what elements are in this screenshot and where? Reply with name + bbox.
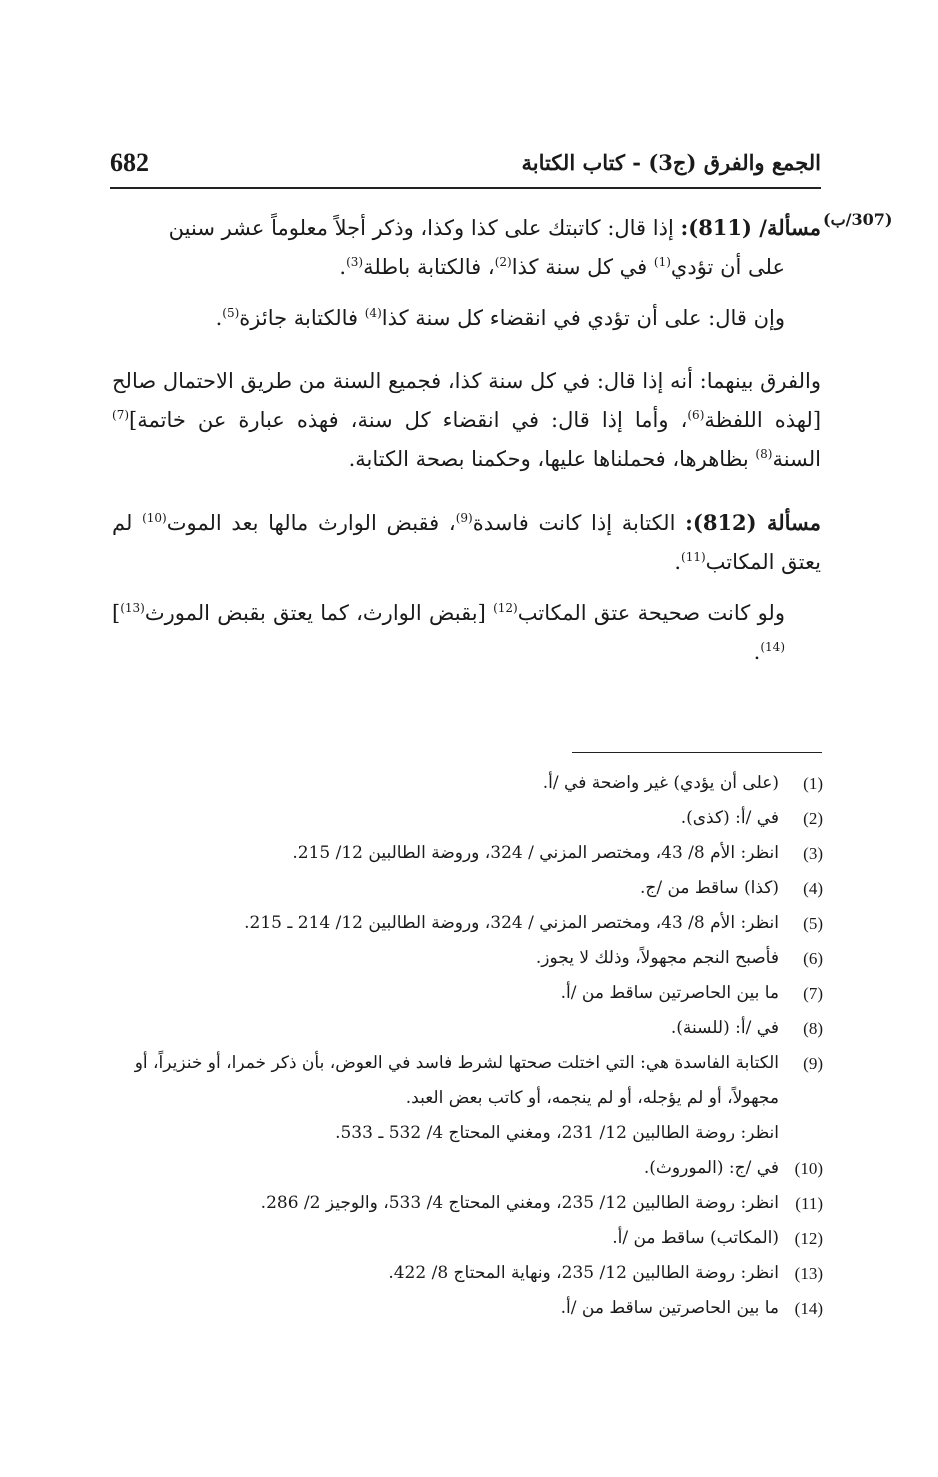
footnote-ref-12[interactable]: (12) [493,601,518,615]
footnote-ref-6[interactable]: (6) [687,408,705,422]
footnote-item: (1) (على أن يؤدي) غير واضحة في /أ. [542,773,823,793]
footnote-item: (5) انظر: الأم 8/ 43، ومختصر المزني / 324، وروضة الطالبين 12/ 214 ـ 215. [244,913,823,933]
footnote-item: (8) في /أ: (للسنة). [670,1018,823,1038]
paragraph-812: مسألة (812): الكتابة إذا كانت فاسدة$^{(9)}$، فقبض الوارث مالها بعد الموت$^{(10)}$ لم يعتق المكاتب$^{(11)}$. [112,510,821,574]
issue-heading-811: مسألة/ (811): [680,215,821,240]
page-number: 682 [110,148,149,177]
footnote-ref-5[interactable]: (5) [222,306,240,320]
footnote-item: (9) الكتابة الفاسدة هي: التي اختلت صحتها لشرط فاسد في العوض، بأن ذكر خمرا، أو خنزيراً، أو مجهولاً، أو لم يؤجله، أو لم ينجمه، أو كاتب بعض العبد. انظر: روضة الطالبين 12/ 231، ومغني المحتاج 4/ 532 ـ 533. [134,1053,823,1143]
footnote-item: (14) ما بين الحاصرتين ساقط من /أ. [560,1298,823,1318]
footnote-item: (7) ما بين الحاصرتين ساقط من /أ. [560,983,823,1003]
footnote-item: (13) انظر: روضة الطالبين 12/ 235، ونهاية المحتاج 8/ 422. [388,1263,823,1283]
footnote-ref-1[interactable]: (1) [653,255,671,269]
footnote-ref-9[interactable]: (9) [455,511,473,525]
footnote-ref-14[interactable]: (14) [760,640,785,654]
footnote-ref-13[interactable]: (13) [120,601,145,615]
paragraph-difference: والفرق بينهما: أنه إذا قال: في كل سنة كذا، فجميع السنة من طريق الاحتمال صالح [لهذه اللفظة$^{(6)}$، وأما إذا قال: في انقضاء كل سنة، فهذه عبارة عن خاتمة]$^{(7)}$ السنة$^{(8)}$ بظاهرها، فحملناها عليها، وحكمنا بصحة الكتابة. [112,369,822,471]
footnote-ref-4[interactable]: (4) [364,306,382,320]
footnote-item: (3) انظر: الأم 8/ 43، ومختصر المزني / 324، وروضة الطالبين 12/ 215. [292,843,823,863]
footnote-ref-11[interactable]: (11) [681,550,706,564]
footnote-item: (2) في /أ: (كذى). [680,808,823,828]
main-text [112,208,821,672]
footnote-item: (12) (المكاتب) ساقط من /أ. [612,1228,823,1248]
paragraph-811-cont: على أن تؤدي$^{(1)}$ في كل سنة كذا$^{(2)}$، فالكتابة باطلة$^{(3)}$. [339,255,785,279]
footnote-separator [572,752,822,753]
footnotes [112,766,823,1326]
footnote-item: (4) (كذا) ساقط من /ج. [639,878,823,898]
footnote-item: (6) فأصبح النجم مجهولاً، وذلك لا يجوز. [535,948,823,968]
footnote-ref-8[interactable]: (8) [755,447,773,461]
paragraph-valid-contract: ولو كانت صحيحة عتق المكاتب$^{(12)}$ [بقبض الوارث، كما يعتق بقبض المورث$^{(13)}$]$^{(14)}$. [112,601,785,664]
issue-heading-812: مسألة (812): [685,510,821,535]
margin-folio-ref: (307/ب) [823,210,893,229]
footnote-item: (11) انظر: روضة الطالبين 12/ 235، ومغني المحتاج 4/ 533، والوجيز 2/ 286. [260,1193,823,1213]
footnote-ref-7[interactable]: (7) [112,408,130,422]
footnote-ref-3[interactable]: (3) [346,255,364,269]
footnote-item: (10) في /ج: (الموروث). [643,1158,823,1178]
header-rule [110,187,821,189]
paragraph-811: مسألة/ (811): إذا قال: كاتبتك على كذا وكذا، وذكر أجلاً معلوماً عشر سنين [168,215,821,240]
running-header [110,148,821,188]
header-title: الجمع والفرق (ج3) - كتاب الكتابة [521,150,821,175]
footnote-ref-10[interactable]: (10) [142,511,167,525]
paragraph-valid-case: وإن قال: على أن تؤدي في انقضاء كل سنة كذا$^{(4)}$ فالكتابة جائزة$^{(5)}$. [215,306,785,330]
footnote-ref-2[interactable]: (2) [494,255,512,269]
